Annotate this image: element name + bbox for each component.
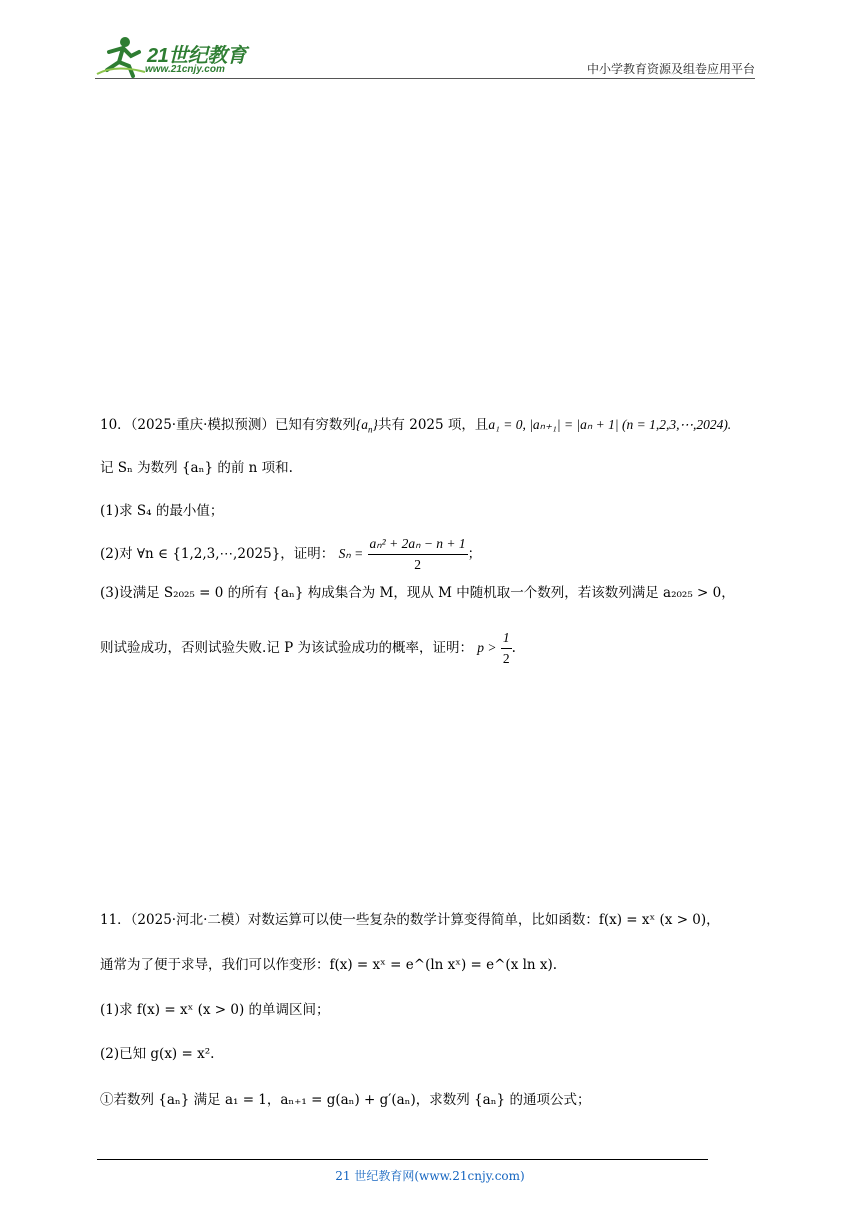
footer-divider (97, 1159, 708, 1160)
q10-part3-numerator: 1 (501, 628, 512, 649)
q11-part2: (2)已知 g(x) = x². (100, 1046, 215, 1062)
q10-part2 (100, 534, 481, 575)
q10-part2-denominator: 2 (414, 557, 421, 572)
q10-part1: (1)求 S₄ 的最小值； (100, 503, 224, 519)
site-logo[interactable] (95, 34, 265, 78)
q11-part2-1: ①若数列 {aₙ} 满足 a₁ = 1，aₙ₊₁ = g(aₙ) + g′(aₙ)，求数列 {aₙ} 的通项公式； (100, 1092, 591, 1108)
q10-part2-prefix: (2)对 ∀n ∈ {1,2,3,⋯,2025}，证明： (100, 546, 335, 562)
q10-part3-denominator: 2 (502, 651, 510, 666)
q11-line1: 11．（2025·河北·二模）对数运算可以使一些复杂的数学计算变得简单，比如函数：f(x) = xˣ (x > 0)， (100, 912, 720, 928)
page-header (95, 32, 755, 80)
logo-text: 21世纪教育 (147, 45, 247, 67)
q10-part2-suffix: ； (467, 546, 482, 562)
platform-name: 中小学教育资源及组卷应用平台 (586, 62, 755, 76)
q10-part2-lhs: Sₙ = (338, 546, 364, 561)
q10-condition: a₁ = 0, |aₙ₊₁| = |aₙ + 1| (n = 1,2,3,⋯,2024). (488, 417, 732, 432)
q10-part3-fraction (501, 628, 512, 669)
header-divider (95, 78, 755, 79)
logo-url: www.21cnjy.com (145, 64, 225, 75)
q10-part2-fraction (368, 534, 468, 575)
q10-line2: 记 Sₙ 为数列 {aₙ} 的前 n 项和. (100, 460, 293, 476)
q10-part3-lhs: p > (477, 640, 497, 655)
q10-part3-suffix: . (511, 640, 516, 656)
q10-part3-line1: (3)设满足 S₂₀₂₅ = 0 的所有 {aₙ} 构成集合为 M，现从 M 中随机取一个数列，若该数列满足 a₂₀₂₅ > 0， (100, 585, 735, 601)
footer-link[interactable]: 21 世纪教育网(www.21cnjy.com) (335, 1169, 525, 1183)
runner-logo-icon (95, 34, 147, 78)
q11-part1: (1)求 f(x) = xˣ (x > 0) 的单调区间； (100, 1002, 330, 1018)
q10-prefix: 10．（2025·重庆·模拟预测）已知有穷数列 (100, 417, 356, 433)
q10-mid: 共有 2025 项，且 (377, 417, 489, 433)
q11-line2: 通常为了便于求导，我们可以作变形：f(x) = xˣ = e^(ln xˣ) = e^(x ln x). (100, 957, 558, 973)
q10-part3-line2 (100, 628, 516, 669)
q10-seq: $\{a_n\}$ (355, 417, 378, 435)
q10-part2-numerator: aₙ² + 2aₙ − n + 1 (368, 534, 468, 555)
q10-line1 (100, 415, 731, 435)
q10-part3-prefix: 则试验成功，否则试验失败.记 P 为该试验成功的概率，证明： (100, 640, 473, 656)
